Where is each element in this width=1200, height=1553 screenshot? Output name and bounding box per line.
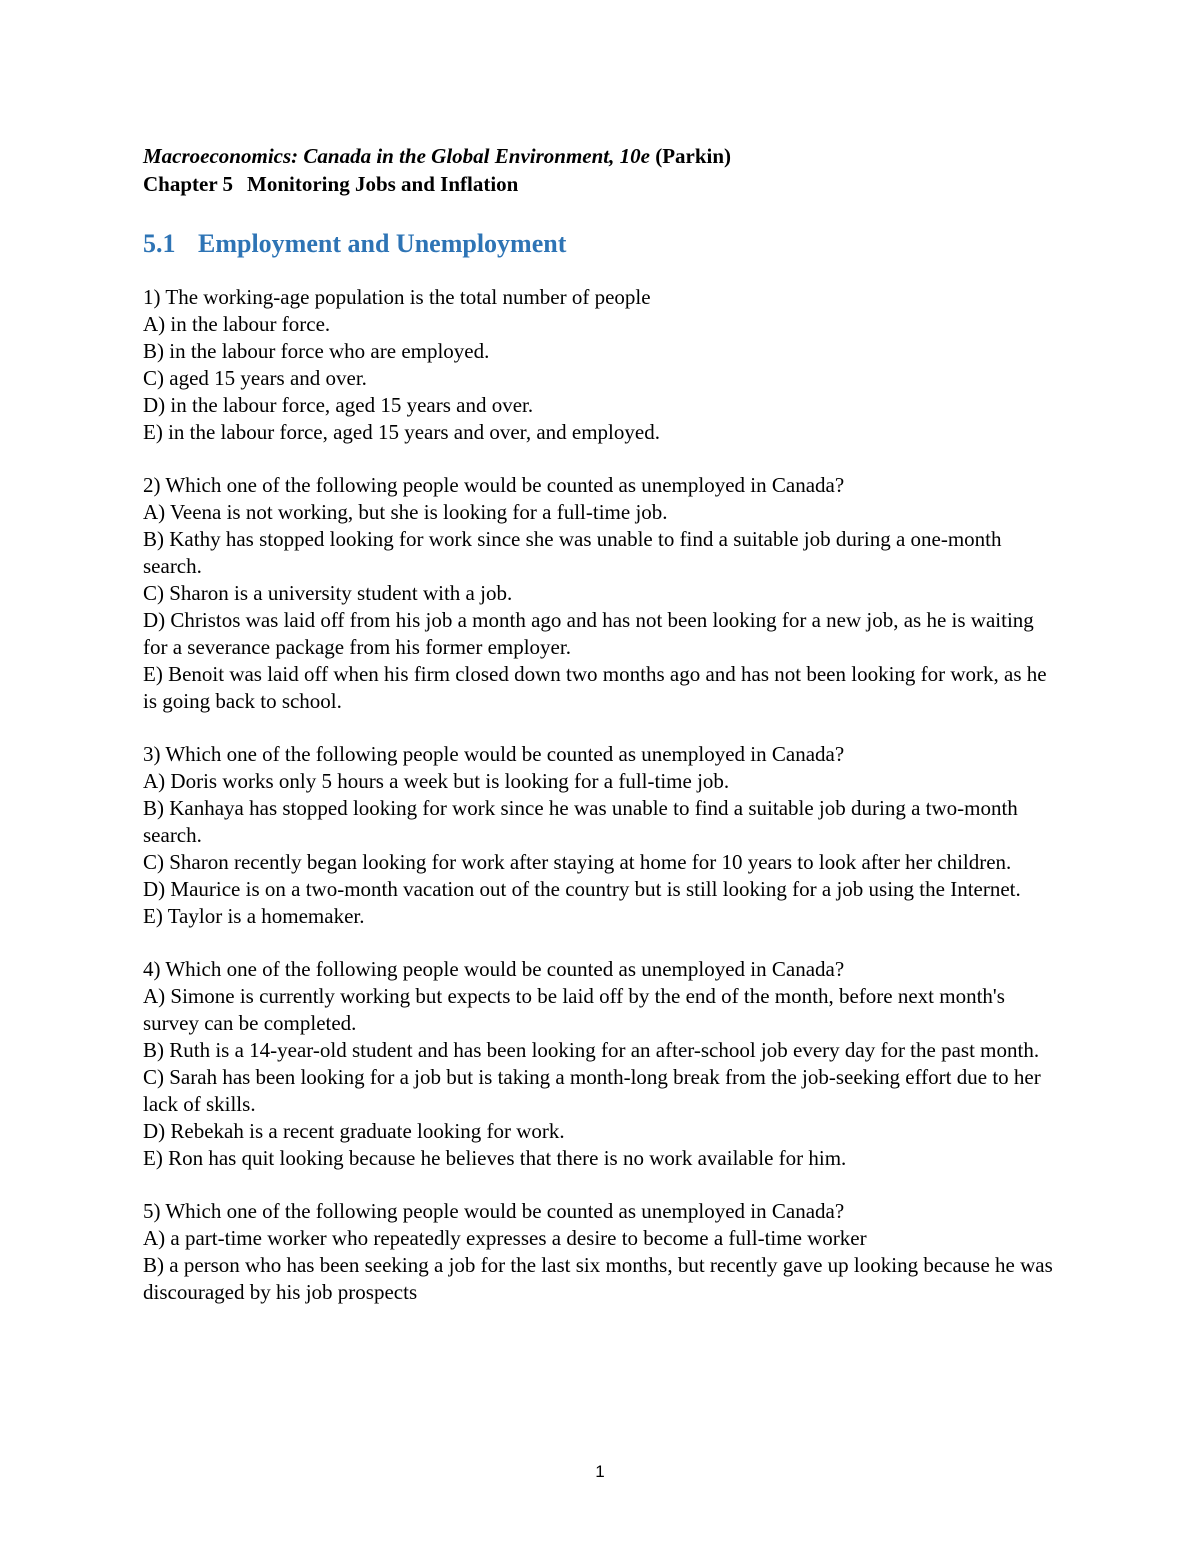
question-block — [143, 1198, 1053, 1306]
chapter-heading — [143, 170, 1053, 198]
page-content — [143, 142, 1053, 1332]
answer-option: B) Ruth is a 14-year-old student and has been looking for an after-school job every day for the past month. — [143, 1038, 1040, 1062]
answer-option: A) a part-time worker who repeatedly expresses a desire to become a full-time worker — [143, 1226, 867, 1250]
answer-option: B) a person who has been seeking a job for the last six months, but recently gave up looking because he was discouraged by his job prospects — [143, 1253, 1053, 1304]
book-title: Macroeconomics: Canada in the Global Environment, 10e — [143, 144, 650, 168]
question-block — [143, 956, 1053, 1172]
question-block — [143, 472, 1053, 715]
book-citation — [143, 142, 1053, 170]
answer-option: D) Rebekah is a recent graduate looking for work. — [143, 1119, 565, 1143]
question-list — [143, 284, 1053, 1306]
question-block — [143, 741, 1053, 930]
answer-option: C) Sarah has been looking for a job but is taking a month-long break from the job-seeking effort due to her lack of skills. — [143, 1065, 1041, 1116]
answer-option: C) Sharon is a university student with a job. — [143, 581, 513, 605]
answer-option: A) Doris works only 5 hours a week but is looking for a full-time job. — [143, 769, 730, 793]
question-stem: 1) The working-age population is the total number of people — [143, 285, 651, 309]
answer-option: D) Maurice is on a two-month vacation out of the country but is still looking for a job using the Internet. — [143, 877, 1021, 901]
answer-option: C) Sharon recently began looking for work after staying at home for 10 years to look after her children. — [143, 850, 1012, 874]
answer-option: B) Kathy has stopped looking for work since she was unable to find a suitable job during a one-month search. — [143, 527, 1002, 578]
answer-option: A) Veena is not working, but she is looking for a full-time job. — [143, 500, 668, 524]
answer-option: E) Ron has quit looking because he believes that there is no work available for him. — [143, 1146, 847, 1170]
answer-option: D) in the labour force, aged 15 years and over. — [143, 393, 534, 417]
chapter-number: Chapter 5 — [143, 172, 234, 196]
answer-option: E) Benoit was laid off when his firm closed down two months ago and has not been looking for work, as he is going back to school. — [143, 662, 1047, 713]
question-stem: 4) Which one of the following people would be counted as unemployed in Canada? — [143, 957, 845, 981]
answer-option: C) aged 15 years and over. — [143, 366, 367, 390]
answer-option: E) in the labour force, aged 15 years and over, and employed. — [143, 420, 660, 444]
answer-option: A) in the labour force. — [143, 312, 331, 336]
question-stem: 3) Which one of the following people would be counted as unemployed in Canada? — [143, 742, 845, 766]
answer-option: A) Simone is currently working but expects to be laid off by the end of the month, before next month's survey can be completed. — [143, 984, 1005, 1035]
page-number: 1 — [595, 1462, 605, 1481]
question-block — [143, 284, 1053, 446]
question-stem: 5) Which one of the following people would be counted as unemployed in Canada? — [143, 1199, 845, 1223]
answer-option: D) Christos was laid off from his job a month ago and has not been looking for a new job, as he is waiting for a severance package from his former employer. — [143, 608, 1034, 659]
section-heading — [143, 228, 1053, 260]
answer-option: E) Taylor is a homemaker. — [143, 904, 365, 928]
book-author: (Parkin) — [655, 144, 732, 168]
question-stem: 2) Which one of the following people would be counted as unemployed in Canada? — [143, 473, 845, 497]
chapter-title: Monitoring Jobs and Inflation — [247, 172, 519, 196]
answer-option: B) in the labour force who are employed. — [143, 339, 490, 363]
section-number: 5.1 — [143, 229, 176, 258]
answer-option: B) Kanhaya has stopped looking for work since he was unable to find a suitable job during a two-month search. — [143, 796, 1018, 847]
section-title: Employment and Unemployment — [198, 229, 567, 258]
